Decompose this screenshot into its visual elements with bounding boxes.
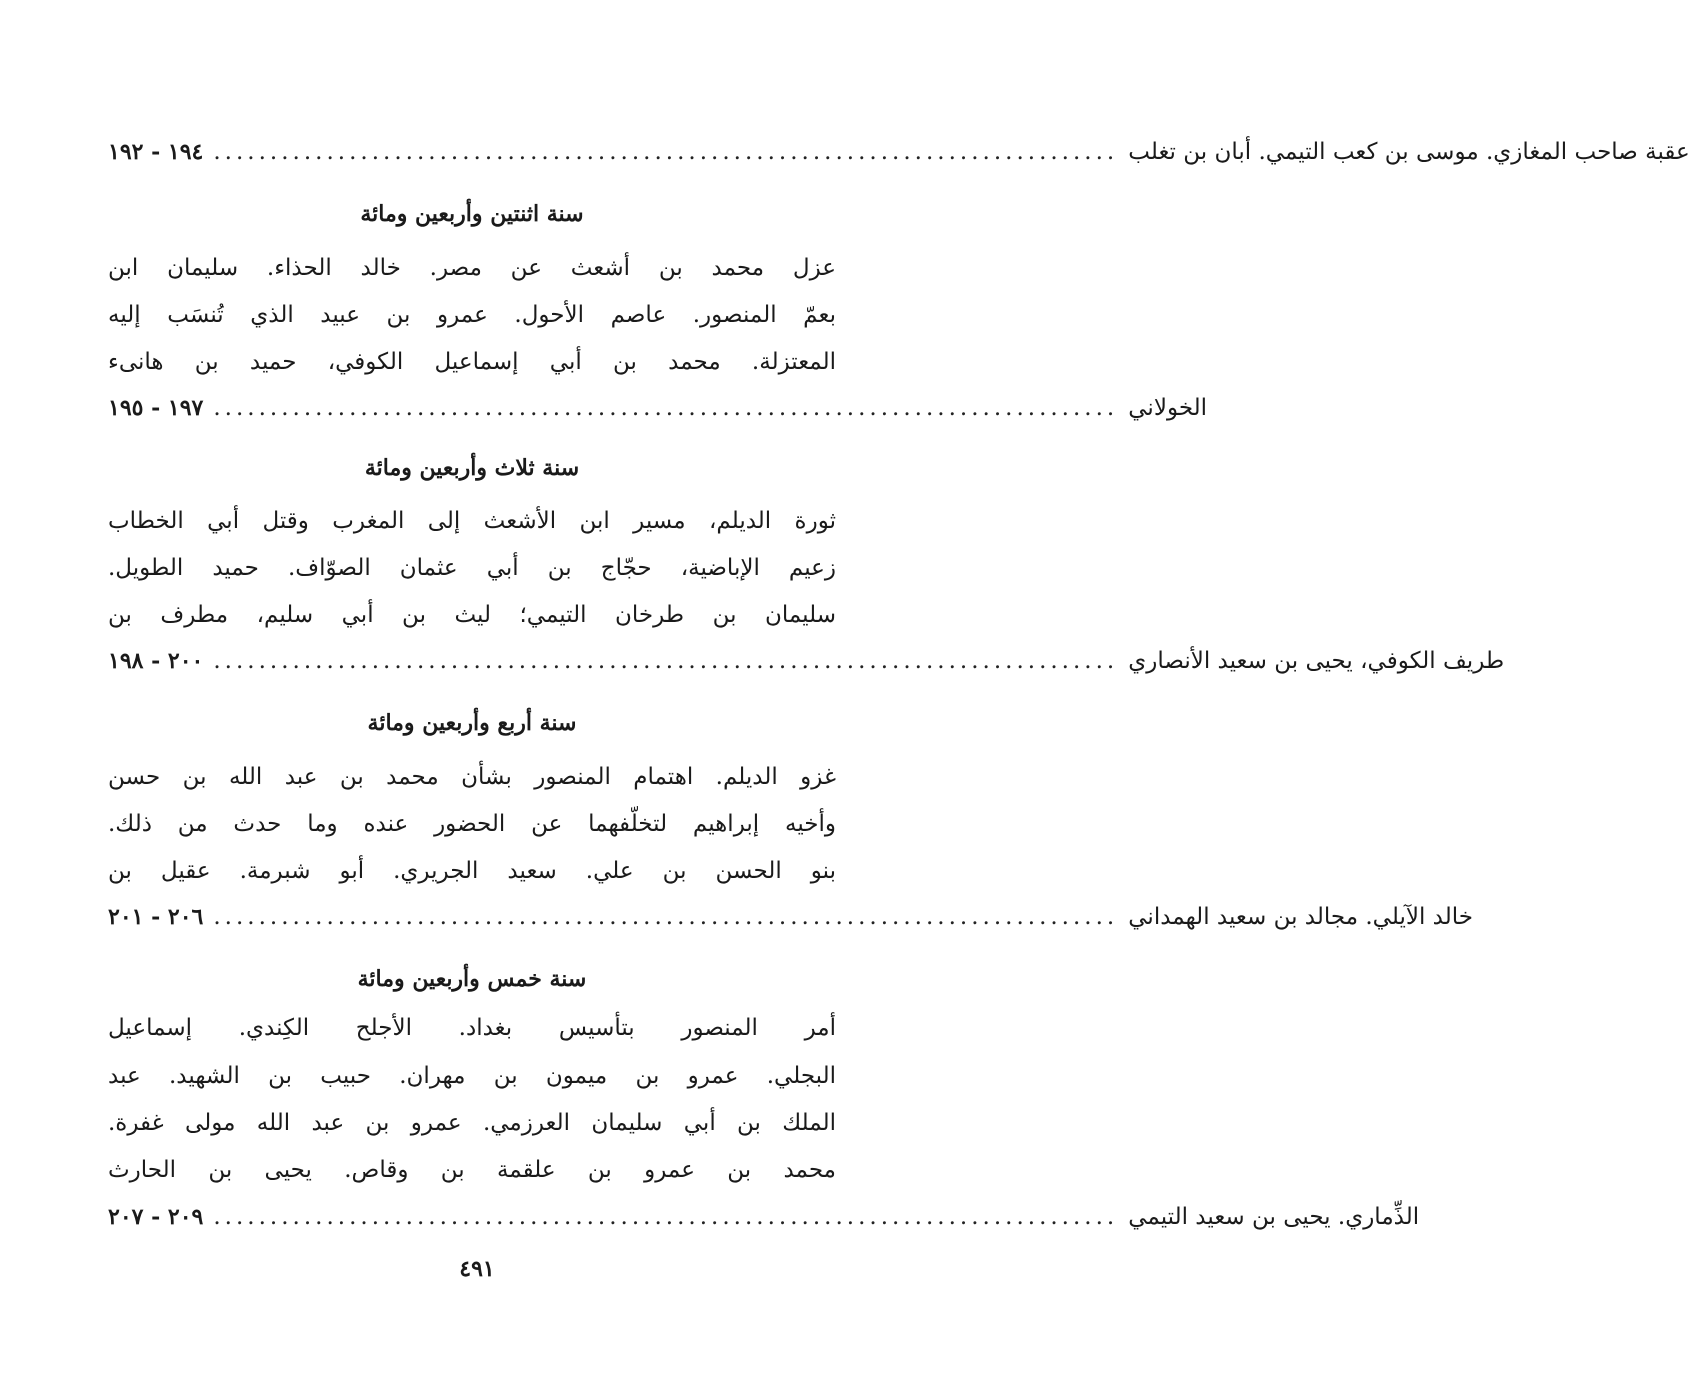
toc-entry: وأخيه إبراهيم لتخلّفهما عن الحضور عنده وما حدث من ذلك. <box>108 811 836 837</box>
section-heading: سنة أربع وأربعين ومائة <box>367 710 577 736</box>
toc-entry: زعيم الإباضية، حجّاج بن أبي عثمان الصوّاف. حميد الطويل. <box>108 555 836 581</box>
toc-line <box>108 636 1505 686</box>
toc-entry: البجلي. عمرو بن ميمون بن مهران. حبيب بن الشهيد. عبد <box>108 1063 836 1089</box>
toc-entry: الذِّماري. يحيى بن سعيد التيمي ................................................................................ <box>213 1204 1420 1230</box>
toc-entry: ثورة الديلم، مسير ابن الأشعث إلى المغرب وقتل أبي الخطاب <box>108 508 836 534</box>
toc-entry: المعتزلة. محمد بن أبي إسماعيل الكوفي، حميد بن هانىء <box>108 349 836 375</box>
section-heading: سنة اثنتين وأربعين ومائة <box>360 201 584 227</box>
page-range: ٢٠٠ - ١٩٨ <box>108 648 204 674</box>
section-heading: سنة خمس وأربعين ومائة <box>357 966 587 992</box>
toc-entry: أمر المنصور بتأسيس بغداد. الأجلح الكِندي. إسماعيل <box>108 1015 836 1041</box>
toc-entry: الملك بن أبي سليمان العرزمي. عمرو بن عبد الله مولى غفرة. <box>108 1110 836 1136</box>
toc-entry: خالد الآيلي. مجالد بن سعيد الهمداني ................................................................................ <box>213 904 1473 930</box>
toc-line <box>108 1003 836 1053</box>
toc-line <box>108 590 836 640</box>
toc-line <box>108 243 836 293</box>
page-number: ٤٩١ <box>459 1256 495 1282</box>
toc-line <box>108 1192 1420 1242</box>
page-range: ٢٠٦ - ٢٠١ <box>108 904 204 930</box>
toc-entry: سليمان بن طرخان التيمي؛ ليث بن أبي سليم، مطرف بن <box>108 602 836 628</box>
page-range: ١٩٧ - ١٩٥ <box>108 395 204 421</box>
toc-entry: غزو الديلم. اهتمام المنصور بشأن محمد بن عبد الله بن حسن <box>108 764 836 790</box>
toc-line <box>108 846 836 896</box>
toc-entry: بنو الحسن بن علي. سعيد الجريري. أبو شبرمة. عقيل بن <box>108 858 836 884</box>
toc-line <box>108 1145 836 1195</box>
toc-entry: عقبة صاحب المغازي. موسى بن كعب التيمي. أبان بن تغلب ................................................................................ <box>213 139 1690 165</box>
toc-line <box>108 496 836 546</box>
toc-line <box>108 1098 836 1148</box>
toc-entry: عزل محمد بن أشعث عن مصر. خالد الحذاء. سليمان ابن <box>108 255 836 281</box>
toc-line <box>108 892 1473 942</box>
toc-line <box>108 799 836 849</box>
toc-line <box>108 290 836 340</box>
toc-line <box>108 127 1690 177</box>
toc-entry: طريف الكوفي، يحيى بن سعيد الأنصاري ................................................................................ <box>213 648 1505 674</box>
section-heading: سنة ثلاث وأربعين ومائة <box>364 455 580 481</box>
toc-line <box>108 383 1208 433</box>
page-range: ٢٠٩ - ٢٠٧ <box>108 1204 204 1230</box>
toc-entry: محمد بن عمرو بن علقمة بن وقاص. يحيى بن الحارث <box>108 1157 836 1183</box>
toc-entry: بعمّ المنصور. عاصم الأحول. عمرو بن عبيد الذي تُنسَب إليه <box>108 302 836 328</box>
toc-line <box>108 337 836 387</box>
toc-line <box>108 752 836 802</box>
toc-line <box>108 543 836 593</box>
toc-entry: الخولاني ................................................................................ <box>213 395 1208 421</box>
page-range: ١٩٤ - ١٩٢ <box>108 139 204 165</box>
toc-line <box>108 1051 836 1101</box>
